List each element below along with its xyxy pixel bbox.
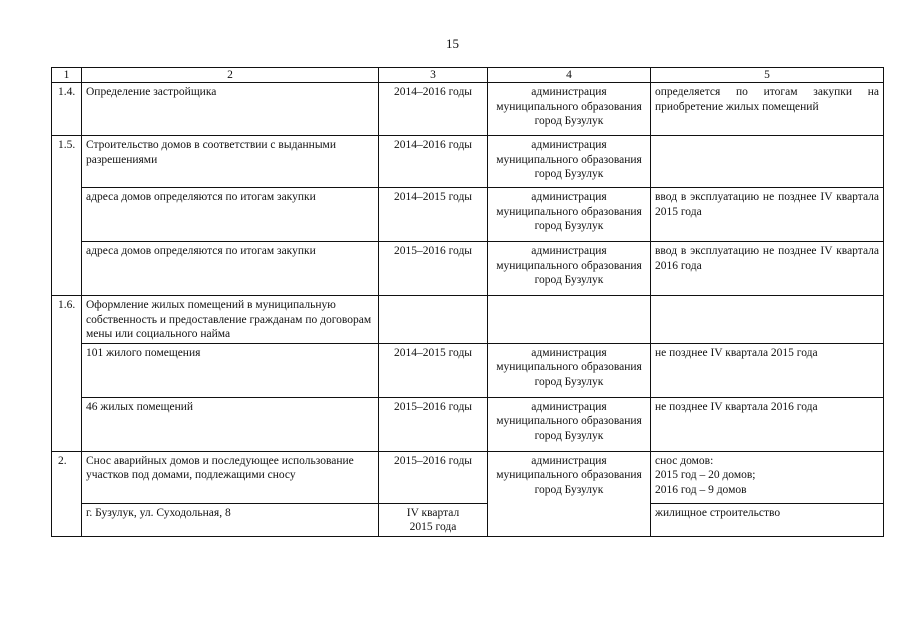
executor: администрация муниципального образования город Бузулук (488, 397, 651, 451)
measure-name: адреса домов определяются по итогам закупки (82, 242, 379, 296)
row-number: 1.6. (52, 296, 82, 452)
table-row (52, 343, 884, 397)
measure-name: Определение застройщика (82, 83, 379, 136)
row-number: 2. (52, 451, 82, 536)
period: 2015–2016 годы (379, 397, 488, 451)
expected-result: определяется по итогам закупки на приобретение жилых помещений (651, 83, 884, 136)
table-row (52, 451, 884, 503)
header-cell-1: 1 (52, 68, 82, 83)
expected-result (651, 451, 884, 503)
header-cell-3: 3 (379, 68, 488, 83)
expected-result: не позднее IV квартала 2016 года (651, 397, 884, 451)
executor: администрация муниципального образования город Бузулук (488, 136, 651, 188)
period: 2015–2016 годы (379, 451, 488, 503)
row-number: 1.4. (52, 83, 82, 136)
period: 2014–2015 годы (379, 188, 488, 242)
period: 2014–2015 годы (379, 343, 488, 397)
result-line: 2015 год – 20 домов; (655, 469, 756, 481)
expected-result: жилищное строительство (651, 503, 884, 536)
row-number: 1.5. (52, 136, 82, 296)
executor: администрация муниципального образования город Бузулук (488, 343, 651, 397)
period: 2014–2016 годы (379, 83, 488, 136)
header-cell-2: 2 (82, 68, 379, 83)
expected-result (651, 296, 884, 344)
table-row (52, 188, 884, 242)
table-row (52, 83, 884, 136)
executor: администрация муниципального образования город Бузулук (488, 83, 651, 136)
measures-table (51, 67, 884, 537)
measure-name: Снос аварийных домов и последующее использование участков под домами, подлежащими сносу (82, 451, 379, 503)
expected-result (651, 136, 884, 188)
expected-result: ввод в эксплуатацию не позднее IV квартала 2015 года (651, 188, 884, 242)
result-line: снос домов: (655, 454, 714, 467)
header-cell-5: 5 (651, 68, 884, 83)
measure-name: адреса домов определяются по итогам закупки (82, 188, 379, 242)
measure-name: 46 жилых помещений (82, 397, 379, 451)
expected-result: не позднее IV квартала 2015 года (651, 343, 884, 397)
measure-name: Строительство домов в соответствии с выданными разрешениями (82, 136, 379, 188)
result-line: 2016 год – 9 домов (655, 483, 747, 496)
table-row (52, 397, 884, 451)
period: 2014–2016 годы (379, 136, 488, 188)
header-row (52, 68, 884, 83)
table-row (52, 503, 884, 536)
header-cell-4: 4 (488, 68, 651, 83)
period (379, 296, 488, 344)
period (379, 503, 488, 536)
executor: администрация муниципального образования город Бузулук (488, 451, 651, 536)
page-number: 15 (446, 36, 459, 51)
executor (488, 296, 651, 344)
measure-name: г. Бузулук, ул. Суходольная, 8 (82, 503, 379, 536)
executor: администрация муниципального образования город Бузулук (488, 188, 651, 242)
measure-name: 101 жилого помещения (82, 343, 379, 397)
executor: администрация муниципального образования город Бузулук (488, 242, 651, 296)
period: 2015–2016 годы (379, 242, 488, 296)
period-line: 2015 года (409, 521, 457, 533)
measure-name: Оформление жилых помещений в муниципальную собственность и предоставление гражданам по договорам мены или социального найма (82, 296, 379, 344)
table-row (52, 242, 884, 296)
expected-result: ввод в эксплуатацию не позднее IV квартала 2016 года (651, 242, 884, 296)
period-line: IV квартал (406, 506, 460, 519)
table-row (52, 136, 884, 188)
table-row (52, 296, 884, 344)
